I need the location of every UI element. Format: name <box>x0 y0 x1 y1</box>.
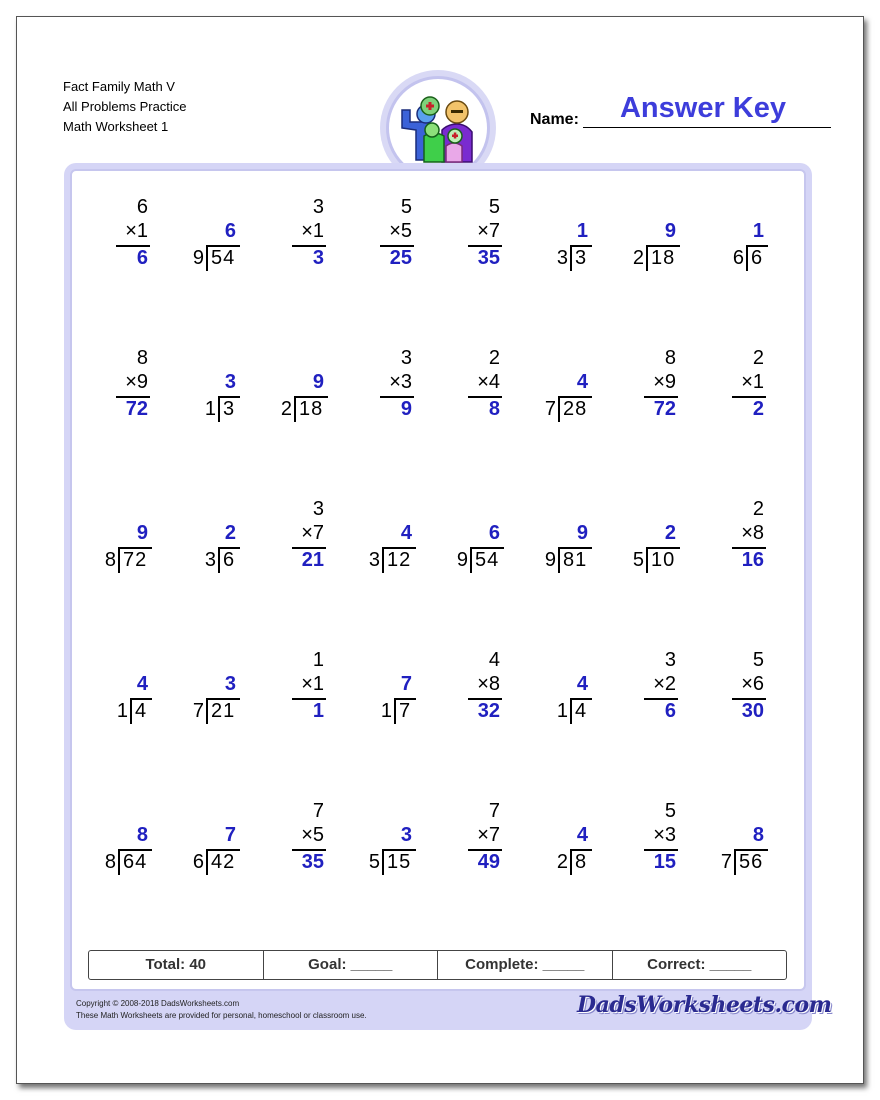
division-bracket <box>206 245 208 271</box>
divisor: 2 <box>632 247 644 269</box>
divisor: 1 <box>380 700 392 722</box>
division-bracket <box>294 396 296 422</box>
product-answer: 3 <box>312 247 324 269</box>
factor-top: 6 <box>136 196 148 218</box>
dividend: 72 <box>123 549 148 571</box>
factor-bottom: ×3 <box>653 824 676 846</box>
factor-bottom: ×5 <box>389 220 412 242</box>
product-answer: 2 <box>752 398 764 420</box>
product-answer: 25 <box>389 247 412 269</box>
multiplication-problem <box>444 346 514 436</box>
factor-bottom: ×3 <box>389 371 412 393</box>
product-answer: 30 <box>741 700 764 722</box>
division-problem <box>532 195 602 285</box>
division-problem <box>356 497 426 587</box>
division-bracket <box>118 547 120 573</box>
title-line-1: Fact Family Math V <box>63 79 175 94</box>
factor-top: 1 <box>312 649 324 671</box>
divisor: 9 <box>544 549 556 571</box>
dividend: 6 <box>751 247 764 269</box>
divisor: 7 <box>192 700 204 722</box>
division-problem <box>532 497 602 587</box>
multiplication-problem <box>444 648 514 738</box>
dividend: 3 <box>223 398 236 420</box>
divisor: 7 <box>720 851 732 873</box>
divisor: 2 <box>556 851 568 873</box>
product-answer: 9 <box>400 398 412 420</box>
dividend: 10 <box>651 549 676 571</box>
multiplication-problem <box>356 195 426 285</box>
multiplication-problem <box>268 195 338 285</box>
factor-top: 5 <box>400 196 412 218</box>
dividend: 21 <box>211 700 236 722</box>
goal-cell: Goal: _____ <box>264 951 439 979</box>
multiplication-problem <box>268 497 338 587</box>
quotient-answer: 6 <box>224 220 236 242</box>
title-line-2: All Problems Practice <box>63 99 187 114</box>
correct-cell: Correct: _____ <box>647 956 752 973</box>
quotient-answer: 9 <box>664 220 676 242</box>
title-line-3: Math Worksheet 1 <box>63 119 169 134</box>
quotient-answer: 4 <box>576 824 588 846</box>
dividend: 6 <box>223 549 236 571</box>
divisor: 5 <box>632 549 644 571</box>
product-answer: 8 <box>488 398 500 420</box>
dividend: 18 <box>299 398 324 420</box>
division-bracket <box>382 547 384 573</box>
quotient-answer: 9 <box>576 522 588 544</box>
name-label: Name: <box>530 111 579 128</box>
total-cell: Total: 40 <box>89 951 264 979</box>
quotient-answer: 2 <box>664 522 676 544</box>
factor-bottom: ×9 <box>125 371 148 393</box>
divisor: 1 <box>116 700 128 722</box>
product-answer: 15 <box>653 851 676 873</box>
divisor: 9 <box>456 549 468 571</box>
division-problem <box>620 497 690 587</box>
divisor: 8 <box>104 549 116 571</box>
dividend: 8 <box>575 851 588 873</box>
division-bracket <box>646 547 648 573</box>
multiplication-problem <box>92 195 162 285</box>
copyright-block <box>76 998 367 1022</box>
score-bar <box>88 950 787 980</box>
division-bracket <box>218 396 220 422</box>
factor-top: 2 <box>752 347 764 369</box>
dividend: 7 <box>399 700 412 722</box>
division-problem <box>532 799 602 889</box>
division-bracket <box>558 547 560 573</box>
division-bracket <box>470 547 472 573</box>
division-bracket <box>558 396 560 422</box>
multiplication-problem <box>444 195 514 285</box>
factor-top: 3 <box>664 649 676 671</box>
product-answer: 35 <box>477 247 500 269</box>
worksheet-title <box>63 77 187 137</box>
factor-top: 3 <box>400 347 412 369</box>
factor-bottom: ×6 <box>741 673 764 695</box>
division-bracket <box>394 698 396 724</box>
division-bracket <box>382 849 384 875</box>
quotient-answer: 7 <box>224 824 236 846</box>
division-problem <box>92 799 162 889</box>
division-problem <box>92 648 162 738</box>
quotient-answer: 8 <box>136 824 148 846</box>
divisor: 1 <box>556 700 568 722</box>
division-bracket <box>646 245 648 271</box>
factor-top: 7 <box>312 800 324 822</box>
division-problem <box>356 648 426 738</box>
dividend: 42 <box>211 851 236 873</box>
product-answer: 49 <box>477 851 500 873</box>
factor-bottom: ×1 <box>301 220 324 242</box>
division-bracket <box>218 547 220 573</box>
product-answer: 72 <box>125 398 148 420</box>
dividend: 54 <box>211 247 236 269</box>
dividend: 4 <box>575 700 588 722</box>
quotient-answer: 8 <box>752 824 764 846</box>
multiplication-problem <box>268 648 338 738</box>
multiplication-problem <box>620 799 690 889</box>
dividend: 28 <box>563 398 588 420</box>
multiplication-problem <box>620 648 690 738</box>
quotient-answer: 7 <box>400 673 412 695</box>
division-bracket <box>130 698 132 724</box>
factor-bottom: ×2 <box>653 673 676 695</box>
product-answer: 6 <box>664 700 676 722</box>
dividend: 81 <box>563 549 588 571</box>
divisor: 3 <box>556 247 568 269</box>
division-problem <box>180 799 250 889</box>
dadsworksheets-logo: DadsWorksheets.com <box>577 992 832 1018</box>
division-bracket <box>118 849 120 875</box>
name-line <box>583 127 831 128</box>
factor-top: 8 <box>136 347 148 369</box>
factor-bottom: ×8 <box>477 673 500 695</box>
product-answer: 35 <box>301 851 324 873</box>
factor-top: 2 <box>752 498 764 520</box>
copyright-text: Copyright © 2008-2018 DadsWorksheets.com <box>76 999 240 1008</box>
quotient-answer: 2 <box>224 522 236 544</box>
division-problem <box>180 497 250 587</box>
quotient-answer: 4 <box>576 371 588 393</box>
division-bracket <box>570 245 572 271</box>
factor-top: 3 <box>312 498 324 520</box>
product-answer: 16 <box>741 549 764 571</box>
product-answer: 32 <box>477 700 500 722</box>
quotient-answer: 6 <box>488 522 500 544</box>
factor-bottom: ×5 <box>301 824 324 846</box>
product-answer: 6 <box>136 247 148 269</box>
quotient-answer: 1 <box>752 220 764 242</box>
divisor: 7 <box>544 398 556 420</box>
quotient-answer: 3 <box>224 371 236 393</box>
quotient-answer: 3 <box>224 673 236 695</box>
multiplication-problem <box>268 799 338 889</box>
factor-bottom: ×4 <box>477 371 500 393</box>
factor-bottom: ×7 <box>477 220 500 242</box>
product-answer: 72 <box>653 398 676 420</box>
multiplication-problem <box>708 497 778 587</box>
division-problem <box>92 497 162 587</box>
answer-key-label: Answer Key <box>619 92 786 124</box>
product-answer: 21 <box>301 549 324 571</box>
divisor: 5 <box>368 851 380 873</box>
division-bracket <box>570 849 572 875</box>
factor-top: 7 <box>488 800 500 822</box>
factor-bottom: ×7 <box>301 522 324 544</box>
dividend: 4 <box>135 700 148 722</box>
division-problem <box>620 195 690 285</box>
multiplication-problem <box>356 346 426 436</box>
factor-top: 4 <box>488 649 500 671</box>
quotient-answer: 4 <box>576 673 588 695</box>
division-problem <box>356 799 426 889</box>
divisor: 6 <box>732 247 744 269</box>
divisor: 3 <box>204 549 216 571</box>
division-problem <box>708 195 778 285</box>
dividend: 15 <box>387 851 412 873</box>
quotient-answer: 4 <box>136 673 148 695</box>
division-problem <box>532 346 602 436</box>
factor-bottom: ×7 <box>477 824 500 846</box>
division-bracket <box>746 245 748 271</box>
division-problem <box>708 799 778 889</box>
multiplication-problem <box>92 346 162 436</box>
factor-top: 5 <box>664 800 676 822</box>
factor-top: 8 <box>664 347 676 369</box>
factor-top: 2 <box>488 347 500 369</box>
dividend: 56 <box>739 851 764 873</box>
product-answer: 1 <box>312 700 324 722</box>
factor-top: 5 <box>752 649 764 671</box>
divisor: 2 <box>280 398 292 420</box>
quotient-answer: 9 <box>312 371 324 393</box>
factor-bottom: ×1 <box>125 220 148 242</box>
multiplication-problem <box>708 346 778 436</box>
complete-cell: Complete: _____ <box>438 951 613 979</box>
quotient-answer: 3 <box>400 824 412 846</box>
multiplication-problem <box>444 799 514 889</box>
dividend: 3 <box>575 247 588 269</box>
division-problem <box>180 648 250 738</box>
problem-frame <box>64 163 812 1030</box>
division-bracket <box>206 698 208 724</box>
dividend: 64 <box>123 851 148 873</box>
division-problem <box>444 497 514 587</box>
dividend: 18 <box>651 247 676 269</box>
quotient-answer: 9 <box>136 522 148 544</box>
factor-top: 5 <box>488 196 500 218</box>
division-bracket <box>734 849 736 875</box>
multiplication-problem <box>708 648 778 738</box>
quotient-answer: 1 <box>576 220 588 242</box>
usage-notice: These Math Worksheets are provided for personal, homeschool or classroom use. <box>76 1011 367 1020</box>
division-bracket <box>206 849 208 875</box>
factor-top: 3 <box>312 196 324 218</box>
divisor: 1 <box>204 398 216 420</box>
factor-bottom: ×1 <box>301 673 324 695</box>
factor-bottom: ×9 <box>653 371 676 393</box>
divisor: 9 <box>192 247 204 269</box>
dividend: 12 <box>387 549 412 571</box>
divisor: 8 <box>104 851 116 873</box>
dividend: 54 <box>475 549 500 571</box>
division-bracket <box>570 698 572 724</box>
division-problem <box>532 648 602 738</box>
factor-bottom: ×8 <box>741 522 764 544</box>
multiplication-problem <box>620 346 690 436</box>
divisor: 3 <box>368 549 380 571</box>
factor-bottom: ×1 <box>741 371 764 393</box>
division-problem <box>180 346 250 436</box>
division-problem <box>180 195 250 285</box>
divisor: 6 <box>192 851 204 873</box>
division-problem <box>268 346 338 436</box>
problem-grid <box>70 169 806 991</box>
quotient-answer: 4 <box>400 522 412 544</box>
